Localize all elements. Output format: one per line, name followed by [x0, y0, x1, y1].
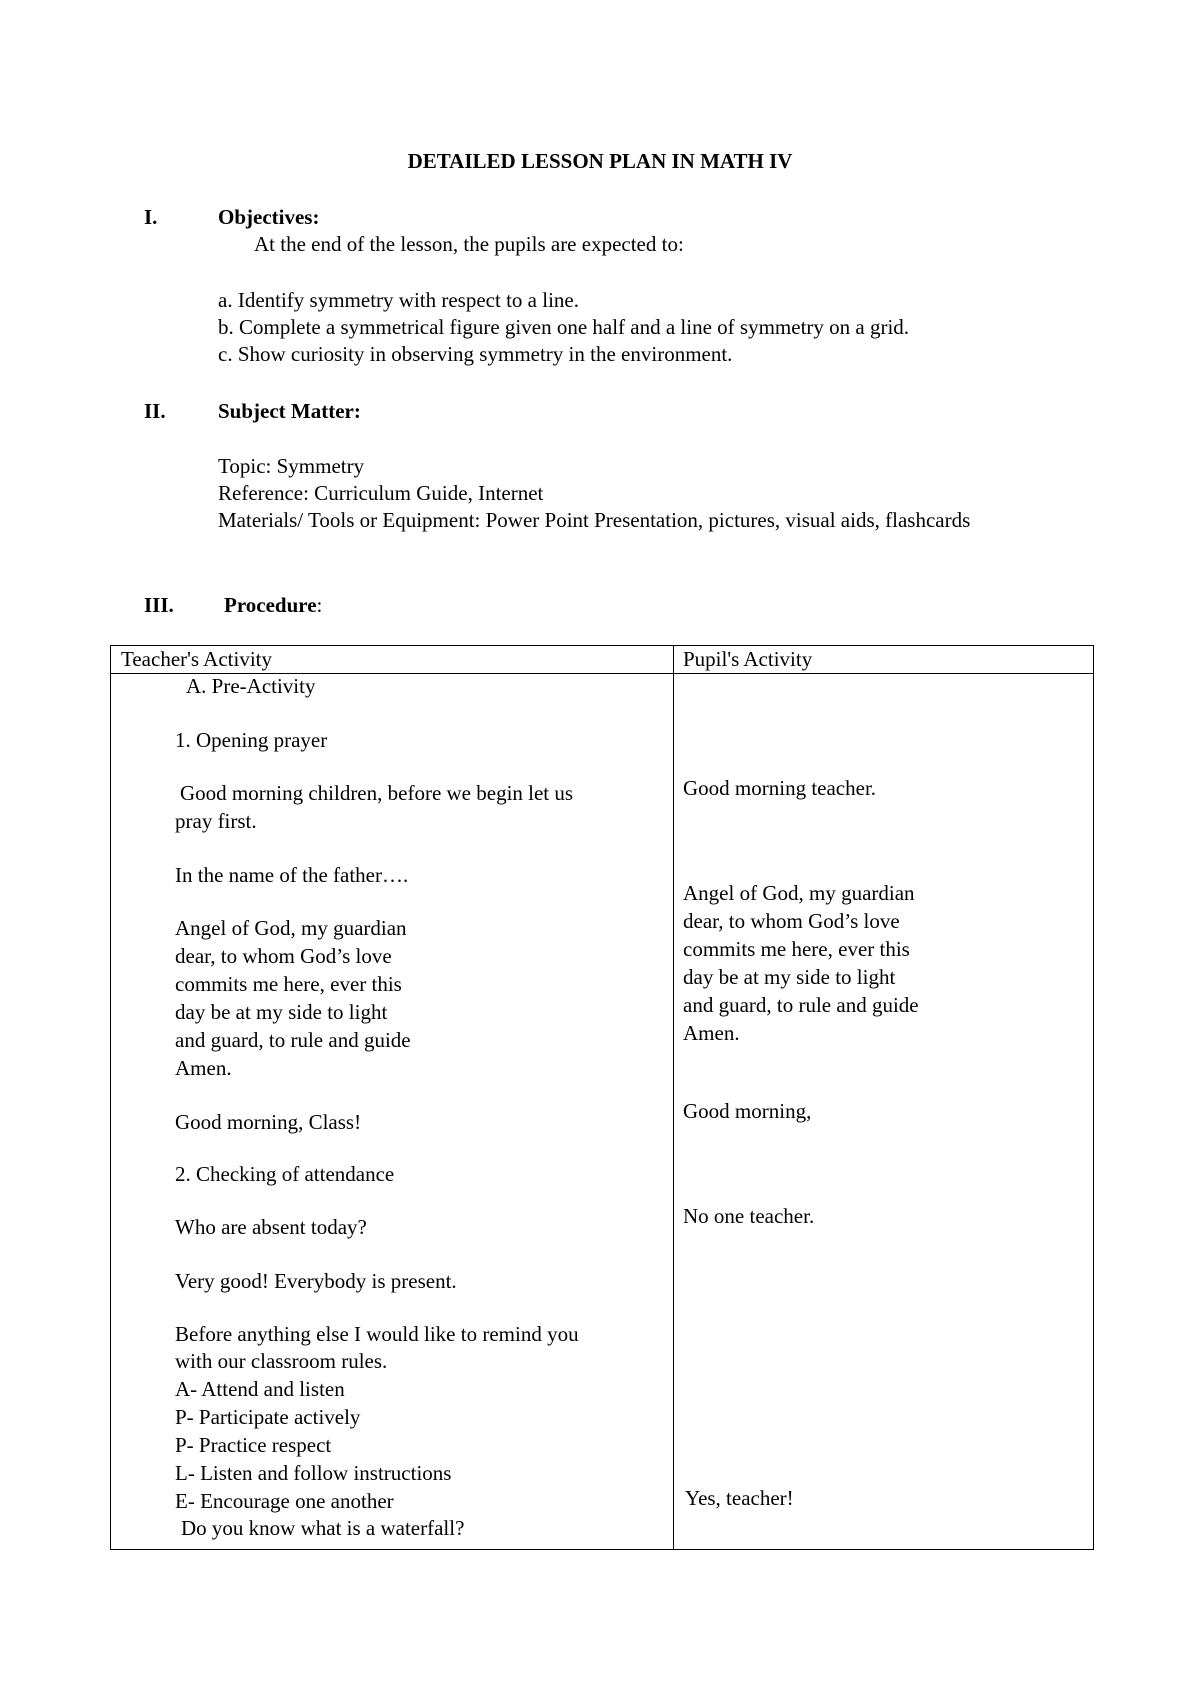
procedure-heading-colon: : — [316, 593, 323, 617]
teacher-opening-prayer: 1. Opening prayer — [175, 728, 328, 752]
section-heading-subject-matter: Subject Matter: — [218, 399, 361, 423]
teacher-who-absent: Who are absent today? — [175, 1215, 367, 1239]
subject-materials: Materials/ Tools or Equipment: Power Point Presentation, pictures, visual aids, flashcards — [218, 508, 971, 532]
header-teacher-activity: Teacher's Activity — [121, 647, 273, 671]
page-title: DETAILED LESSON PLAN IN MATH IV — [407, 149, 793, 173]
section-number-procedure: III. — [144, 593, 174, 617]
pupil-prayer-line: dear, to whom God’s love — [683, 909, 900, 933]
teacher-pre-activity: A. Pre-Activity — [186, 674, 316, 698]
table-column-divider — [673, 646, 674, 1549]
teacher-prayer-line: and guard, to rule and guide — [175, 1028, 411, 1052]
pupil-prayer-line: day be at my side to light — [683, 965, 896, 989]
objective-item: c. Show curiosity in observing symmetry in the environment. — [218, 342, 733, 366]
teacher-rule: P- Participate actively — [175, 1405, 361, 1429]
procedure-table — [110, 645, 1094, 1550]
teacher-remind-line1: Before anything else I would like to remind you — [175, 1322, 579, 1346]
teacher-remind-line2: with our classroom rules. — [175, 1349, 388, 1373]
teacher-sign-of-cross: In the name of the father…. — [175, 863, 409, 887]
section-number-objectives: I. — [144, 205, 158, 229]
section-heading-procedure — [224, 592, 322, 618]
teacher-rule: P- Practice respect — [175, 1433, 332, 1457]
teacher-prayer-line: commits me here, ever this — [175, 972, 402, 996]
section-number-subject-matter: II. — [144, 399, 166, 423]
objective-item: b. Complete a symmetrical figure given one half and a line of symmetry on a grid. — [218, 315, 910, 339]
section-heading-objectives: Objectives: — [218, 205, 320, 229]
pupil-no-one: No one teacher. — [683, 1204, 815, 1228]
objective-item: a. Identify symmetry with respect to a line. — [218, 288, 579, 312]
pupil-good-morning: Good morning, — [683, 1099, 812, 1123]
teacher-prayer-line: day be at my side to light — [175, 1000, 388, 1024]
teacher-very-good: Very good! Everybody is present. — [175, 1269, 457, 1293]
pupil-prayer-line: Amen. — [683, 1021, 740, 1045]
objectives-intro: At the end of the lesson, the pupils are expected to: — [254, 232, 684, 256]
procedure-heading-text: Procedure — [224, 593, 317, 617]
pupil-prayer-line: and guard, to rule and guide — [683, 993, 919, 1017]
teacher-rule: L- Listen and follow instructions — [175, 1461, 452, 1485]
teacher-greeting-line2: pray first. — [175, 809, 257, 833]
teacher-checking-attendance: 2. Checking of attendance — [175, 1162, 395, 1186]
subject-reference: Reference: Curriculum Guide, Internet — [218, 481, 544, 505]
teacher-rule: A- Attend and listen — [175, 1377, 345, 1401]
header-pupil-activity: Pupil's Activity — [683, 647, 813, 671]
pupil-prayer-line: Angel of God, my guardian — [683, 881, 915, 905]
pupil-prayer-line: commits me here, ever this — [683, 937, 910, 961]
pupil-greeting: Good morning teacher. — [683, 776, 877, 800]
teacher-greeting-line1: Good morning children, before we begin let us — [180, 781, 574, 805]
subject-topic: Topic: Symmetry — [218, 454, 365, 478]
teacher-prayer-line: Angel of God, my guardian — [175, 916, 407, 940]
teacher-rule: E- Encourage one another — [175, 1489, 394, 1513]
teacher-good-morning-class: Good morning, Class! — [175, 1110, 362, 1134]
teacher-waterfall-question: Do you know what is a waterfall? — [181, 1516, 465, 1540]
teacher-prayer-line: Amen. — [175, 1056, 232, 1080]
teacher-prayer-line: dear, to whom God’s love — [175, 944, 392, 968]
pupil-yes-teacher: Yes, teacher! — [685, 1486, 794, 1510]
